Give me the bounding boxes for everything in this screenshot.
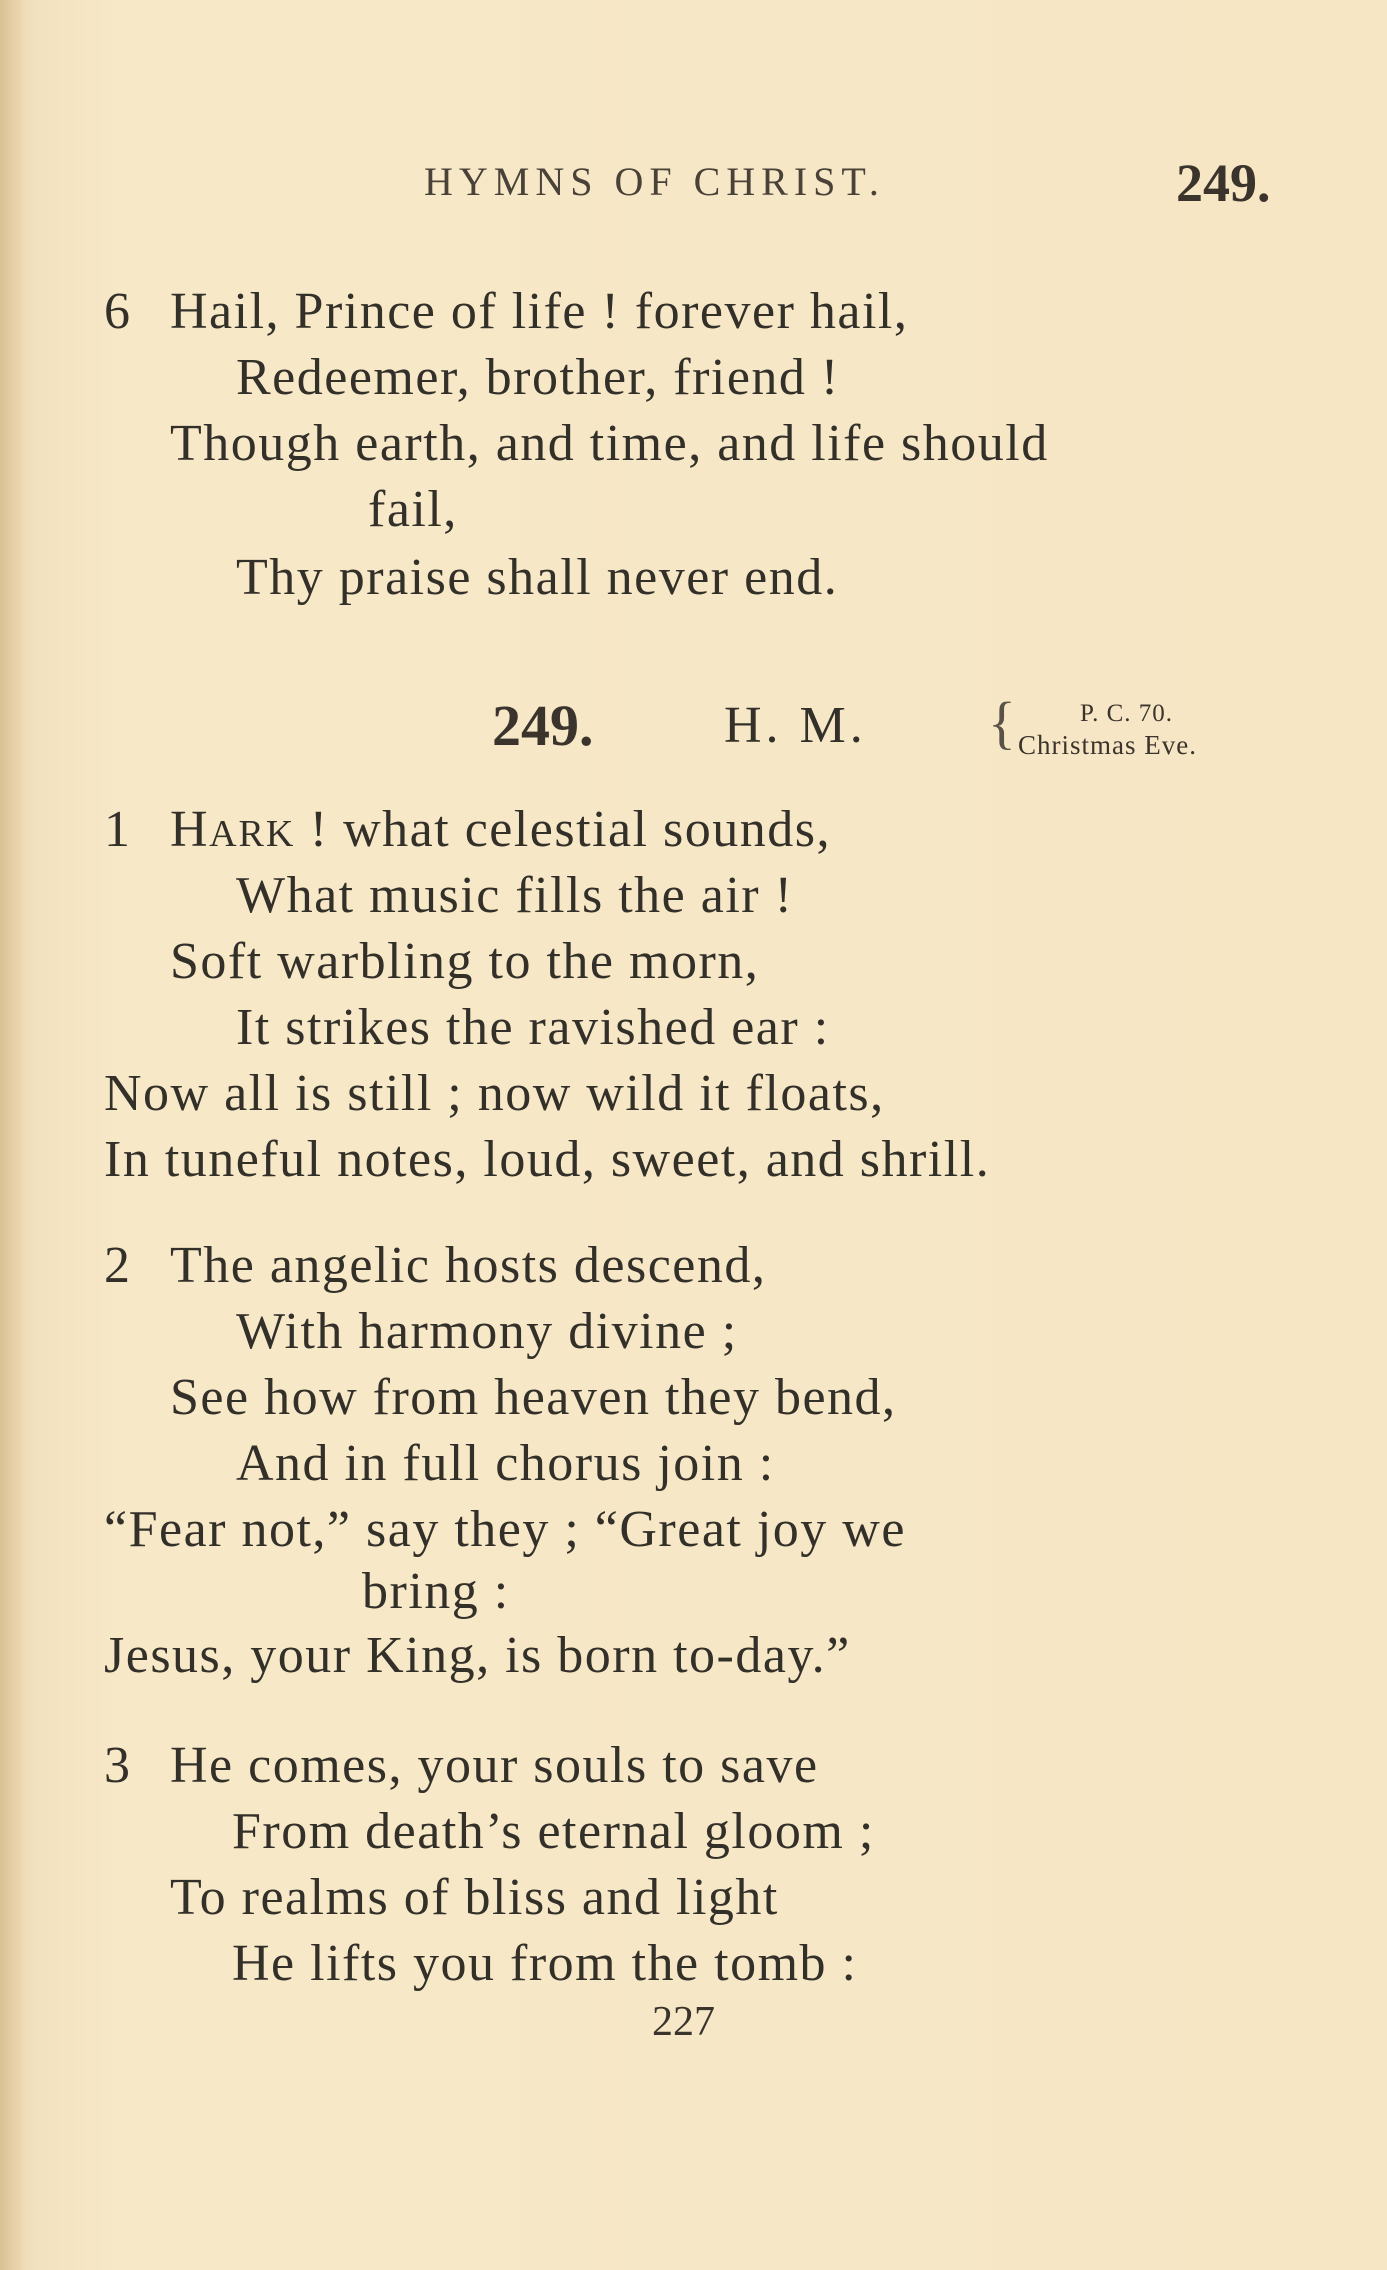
verse-line: To realms of bliss and light: [170, 1869, 779, 1926]
verse-line: Redeemer, brother, friend !: [236, 349, 840, 406]
stanza-number: 1: [104, 801, 130, 858]
verse-line: Though earth, and time, and life should: [170, 415, 1049, 472]
drop-initial: H: [170, 801, 210, 858]
verse-line: It strikes the ravished ear :: [236, 999, 830, 1056]
header-hymn-number: 249.: [1176, 153, 1271, 213]
verse-line: And in full chorus join :: [236, 1435, 775, 1492]
verse-line: “Fear not,” say they ; “Great joy we: [104, 1501, 906, 1558]
page-spine-shadow: [0, 0, 22, 2270]
stanza-number: 3: [104, 1737, 130, 1794]
verse-line: Soft warbling to the morn,: [170, 933, 760, 990]
verse-line: bring :: [362, 1563, 510, 1620]
reference-source: P. C. 70.: [1080, 700, 1174, 727]
verse-line: fail,: [368, 481, 458, 538]
verse-line: Now all is still ; now wild it floats,: [104, 1065, 885, 1122]
page-number: 227: [652, 1999, 715, 2045]
reference-occasion: Christmas Eve.: [1018, 730, 1197, 760]
verse-line: In tuneful notes, loud, sweet, and shrill.: [104, 1131, 991, 1188]
running-title: HYMNS OF CHRIST.: [424, 159, 885, 204]
verse-line: What music fills the air !: [236, 867, 794, 924]
verse-line: Jesus, your King, is born to-day.”: [104, 1627, 851, 1684]
verse-line: Thy praise shall never end.: [236, 549, 839, 606]
first-line-rest: ! what celestial sounds,: [295, 801, 832, 858]
page-header: [0, 153, 1387, 218]
verse-line: Hail, Prince of life ! forever hail,: [170, 283, 909, 340]
hymn-meter: H. M.: [724, 697, 867, 754]
verse-line-first: [170, 800, 831, 859]
hymn-heading: [0, 692, 1387, 782]
verse-line: From death’s eternal gloom ;: [232, 1803, 875, 1860]
hymn-number: 249.: [492, 693, 594, 758]
stanza-number: 2: [104, 1237, 130, 1294]
reference-brace: {: [988, 690, 1016, 755]
verse-line: See how from heaven they bend,: [170, 1369, 897, 1426]
small-caps-word: ARK: [209, 813, 296, 855]
stanza-number: 6: [104, 283, 130, 340]
verse-line: With harmony divine ;: [236, 1303, 738, 1360]
verse-line: He lifts you from the tomb :: [232, 1935, 858, 1992]
verse-line: The angelic hosts descend,: [170, 1237, 767, 1294]
verse-line: He comes, your souls to save: [170, 1737, 819, 1794]
